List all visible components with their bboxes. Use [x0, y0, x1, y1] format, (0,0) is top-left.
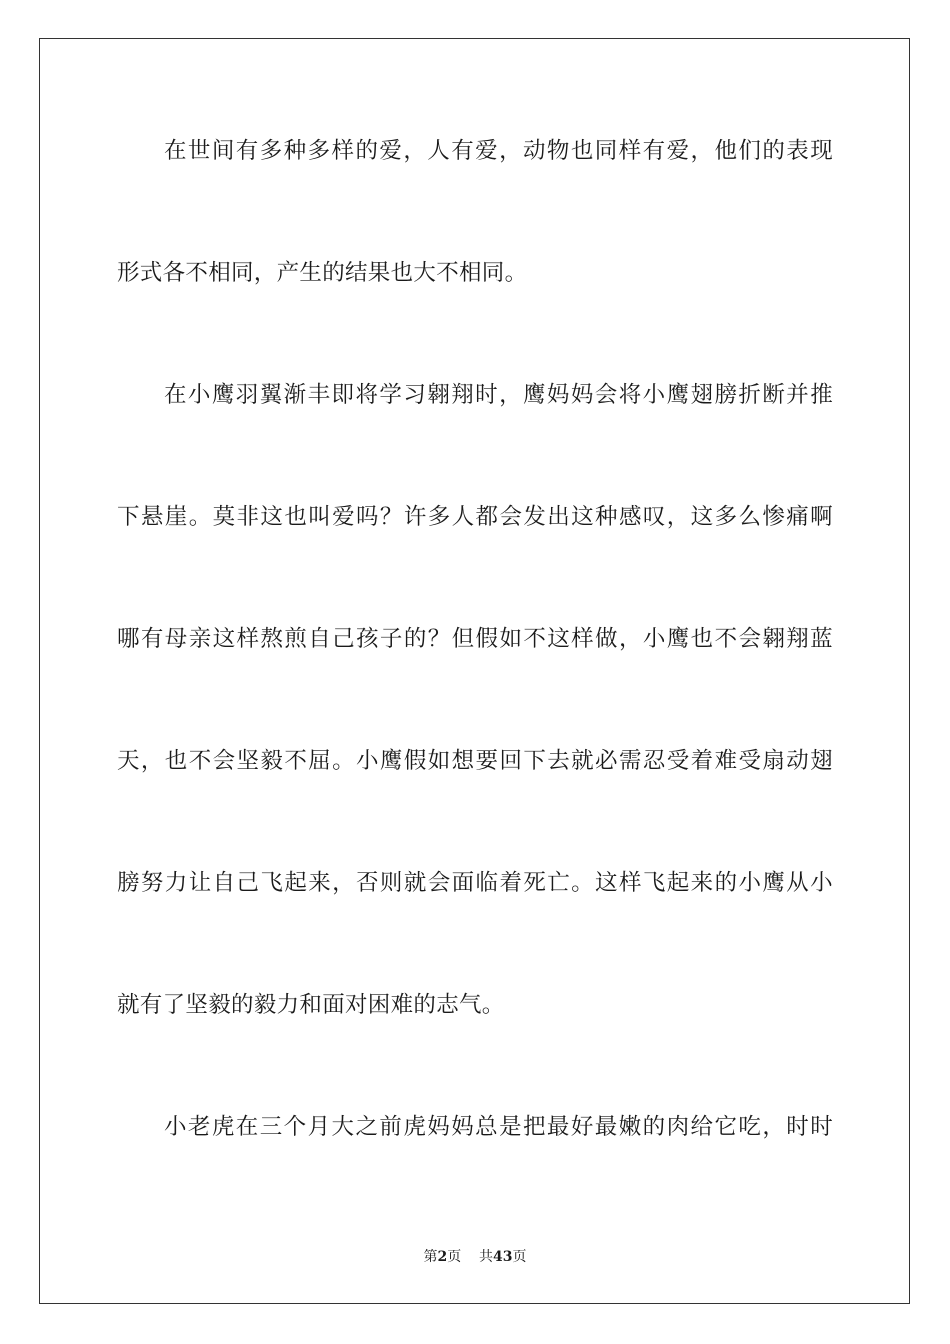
paragraph-line: 下悬崖。莫非这也叫爱吗？许多人都会发出这种感叹，这多么惨痛啊 [117, 504, 833, 530]
total-suffix: 页 [512, 1249, 527, 1265]
current-page-number: 2 [437, 1249, 448, 1265]
paragraph-line: 天，也不会坚毅不屈。小鹰假如想要回下去就必需忍受着难受扇动翅 [117, 748, 833, 774]
paragraph-line: 膀努力让自己飞起来，否则就会面临着死亡。这样飞起来的小鹰从小 [117, 870, 833, 896]
page-footer [0, 1248, 950, 1266]
paragraph-line: 小老虎在三个月大之前虎妈妈总是把最好最嫩的肉给它吃，时时 [164, 1114, 833, 1140]
page-suffix: 页 [447, 1249, 462, 1265]
total-pages-number: 43 [493, 1249, 513, 1265]
paragraph-line: 哪有母亲这样熬煎自己孩子的？但假如不这样做，小鹰也不会翱翔蓝 [117, 626, 833, 652]
total-prefix: 共 [479, 1249, 494, 1265]
paragraph-line: 形式各不相同，产生的结果也大不相同。 [117, 260, 528, 286]
paragraph-line: 在小鹰羽翼渐丰即将学习翱翔时，鹰妈妈会将小鹰翅膀折断并推 [164, 382, 833, 408]
page-prefix: 第 [423, 1249, 438, 1265]
paragraph-line: 就有了坚毅的毅力和面对困难的志气。 [117, 992, 505, 1018]
paragraph-line: 在世间有多种多样的爱，人有爱，动物也同样有爱，他们的表现 [164, 138, 833, 164]
